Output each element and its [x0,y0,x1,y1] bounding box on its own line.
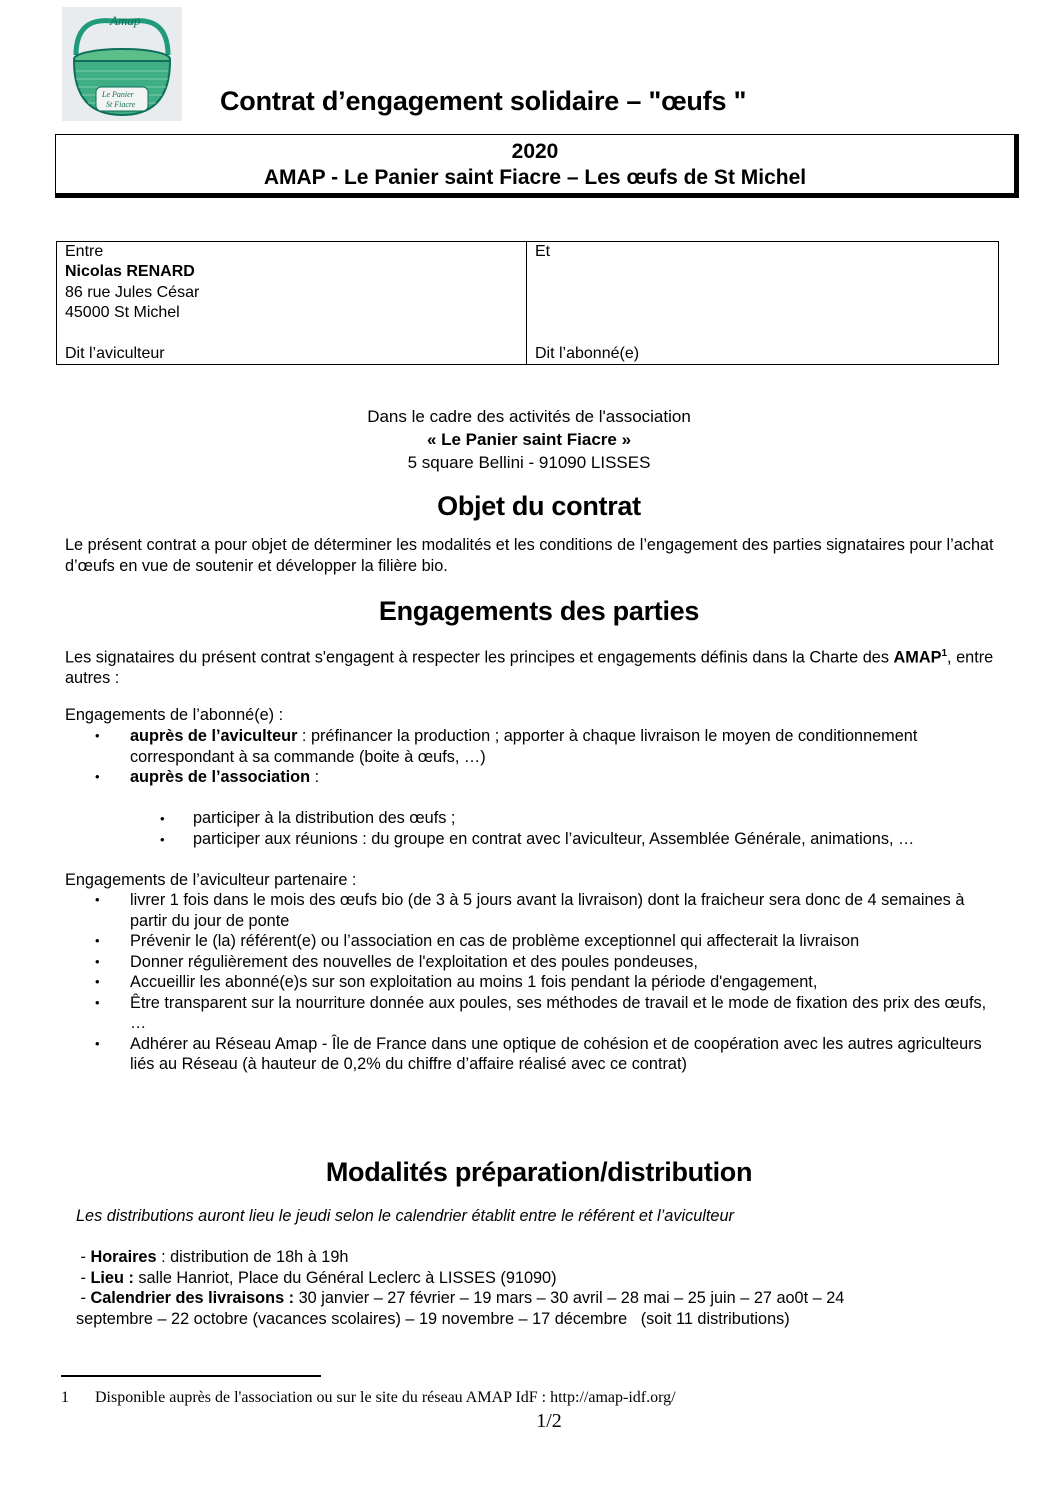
section-heading-modalites: Modalités préparation/distribution [325,1157,753,1187]
svg-text:Amap: Amap [110,13,141,28]
aviculteur-engagements-list [65,890,1005,1075]
association-intro: Dans le cadre des activités de l'association [367,407,691,426]
footnote-number: 1 [61,1389,69,1406]
association-address: 5 square Bellini - 91090 LISSES [407,453,651,472]
footnote-text: Disponible auprès de l'association ou sur le site du réseau AMAP IdF : http://amap-idf.org/ [95,1389,676,1406]
objet-text: Le présent contrat a pour objet de déterminer les modalités et les conditions de l’engagement des parties signataires pour l’achat d’œufs en vue de soutenir et développer la filière bio. [65,536,994,575]
modalites-intro: Les distributions auront lieu le jeudi selon le calendrier établit entre le référent et l’aviculteur [76,1207,734,1225]
calendrier-line-cont: septembre – 22 octobre (vacances scolaires) – 19 novembre – 17 décembre (soit 11 distributions) [76,1309,790,1328]
svg-text:Le Panier: Le Panier [102,90,134,99]
aviculteur-engagements-title: Engagements de l’aviculteur partenaire : [65,871,357,889]
party-name: Nicolas RENARD [65,263,195,281]
list-item: • Accueillir les abonné(e)s sur son exploitation au moins 1 fois pendant la période d'engagement, [65,972,1005,993]
party-intro: Et [535,243,551,260]
association-block [0,405,1058,474]
abonne-engagements-title: Engagements de l’abonné(e) : [65,706,284,724]
engagements-intro: Les signataires du présent contrat s'engagent à respecter les principes et engagements définis dans la Charte des AMAP$^1$, entre autres : [65,648,994,688]
list-item: • auprès de l’association : [65,767,1015,788]
footnote-ref[interactable]: 1 [941,648,948,659]
party-role: Dit l’abonné(e) [535,344,640,362]
horaires-line: - Horaires : distribution de 18h à 19h [76,1248,349,1266]
amap-logo [62,7,182,121]
calendrier-line: - Calendrier des livraisons : 30 janvier – 27 février – 19 mars – 30 avril – 28 mai – 25 juin – 27 ao0t – 24 [76,1289,845,1307]
list-item: • Prévenir le (la) référent(e) ou l’association en cas de problème exceptionnel qui affecterait la livraison [65,931,1005,952]
modalites-details [76,1247,1016,1329]
list-item: • Donner régulièrement des nouvelles de l'exploitation et des poules pondeuses, [65,952,1005,973]
abonne-engagements-list [65,726,1015,788]
amap-term: AMAP [893,648,942,667]
section-heading-engagements: Engagements des parties [378,596,700,626]
list-item: • Être transparent sur la nourriture donnée aux poules, ses méthodes de travail et le mode de fixation des prix des œufs, … [65,993,1005,1034]
party-role: Dit l’aviculteur [65,344,165,362]
party-intro: Entre [65,243,104,260]
contract-year: 2020 [511,140,559,163]
document-title: Contrat d’engagement solidaire – "œufs " [220,86,747,116]
list-item: • livrer 1 fois dans le mois des œufs bio (de 3 à 5 jours avant la livraison) dont la fraicheur sera donc de 4 semaines à partir du jour de ponte [65,890,1005,931]
basket-icon [62,7,182,121]
contract-header-box [55,134,1019,198]
footnote-divider [61,1375,321,1377]
party-abonne [527,242,998,364]
list-item: • auprès de l’aviculteur : préfinancer la production ; apporter à chaque livraison le moyen de conditionnement correspondant à sa commande (boite à œufs, …) [65,726,1015,767]
party-address-line2: 45000 St Michel [65,304,180,322]
lieu-line: - Lieu : salle Hanriot, Place du Général Leclerc à LISSES (91090) [76,1268,557,1287]
association-subitems-list [65,808,1015,850]
list-item: • participer aux réunions : du groupe en contrat avec l’aviculteur, Assemblée Générale, animations, … [65,829,1015,850]
association-name: « Le Panier saint Fiacre » [426,430,632,449]
section-heading-objet: Objet du contrat [437,491,641,521]
party-aviculteur [57,242,527,364]
parties-table [56,241,999,365]
list-item: • Adhérer au Réseau Amap - Île de France dans une optique de cohésion et de coopération avec les autres agriculteurs liés au Réseau (à hauteur de 0,2% du chiffre d’affaire réalisé avec ce contrat) [65,1034,1005,1075]
svg-text:St Fiacre: St Fiacre [106,100,136,109]
page-number: 1/2 [536,1410,562,1432]
list-item: • participer à la distribution des œufs ; [65,808,1015,829]
contract-subtitle: AMAP - Le Panier saint Fiacre – Les œufs de St Michel [263,166,807,189]
footnote [61,1389,676,1407]
party-address-line1: 86 rue Jules César [65,283,200,301]
